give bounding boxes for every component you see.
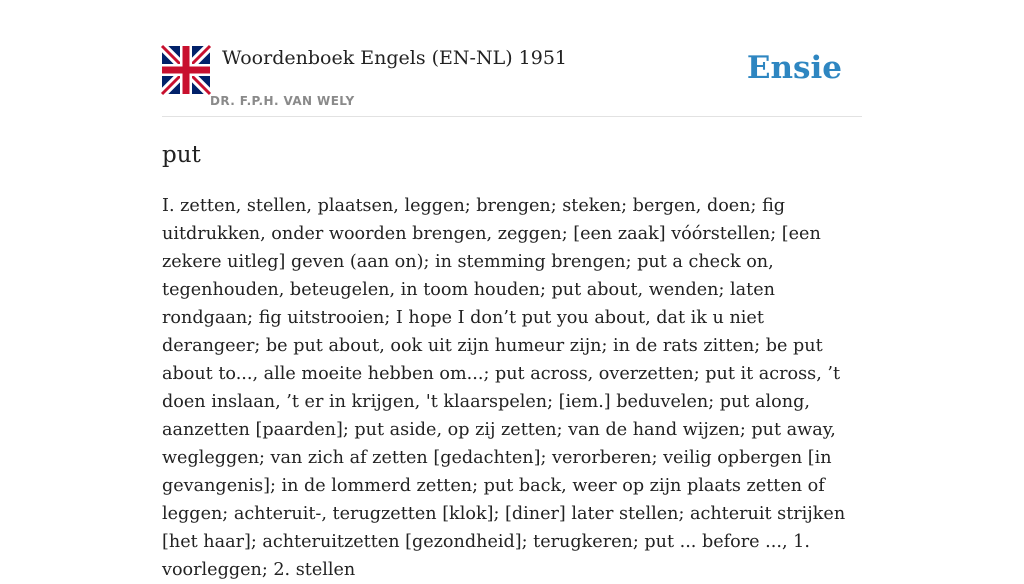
entry-headword: put (162, 142, 201, 168)
ensie-logo-link[interactable]: Ensie (746, 50, 842, 86)
dictionary-header (162, 46, 862, 117)
uk-flag-icon[interactable] (162, 46, 210, 94)
dictionary-title[interactable]: Woordenboek Engels (EN-NL) 1951 (222, 47, 567, 69)
dictionary-author: DR. F.P.H. VAN WELY (210, 94, 355, 108)
entry-definition: I. zetten, stellen, plaatsen, leggen; brengen; steken; bergen, doen; fig uitdrukken, onder woorden brengen, zeggen; [een zaak] vóórstellen; [een zekere uitleg] geven (aan on); in stemming brengen; put a check on, tegenhouden, beteugelen, in toom houden; put about, wenden; laten rondgaan; fig uitstrooien; I hope I don’t put you about, dat ik u niet derangeer; be put about, ook uit zijn humeur zijn; in de rats zitten; be put about to..., alle moeite hebben om...; put across, overzetten; put it across, ’t doen inslaan, ’t er in krijgen, 't klaarspelen; [iem.] beduvelen; put along, aanzetten [paarden]; put aside, op zij zetten; van de hand wijzen; put away, wegleggen; van zich af zetten [gedachten]; verorberen; veilig opbergen [in gevangenis]; in de lommerd zetten; put back, weer op zijn plaats zetten of leggen; achteruit-, terugzetten [klok]; [diner] later stellen; achteruit strijken [het haar]; achteruitzetten [gezondheid]; terugkeren; put ... before ..., 1. voorleggen; 2. stellen (162, 196, 846, 580)
